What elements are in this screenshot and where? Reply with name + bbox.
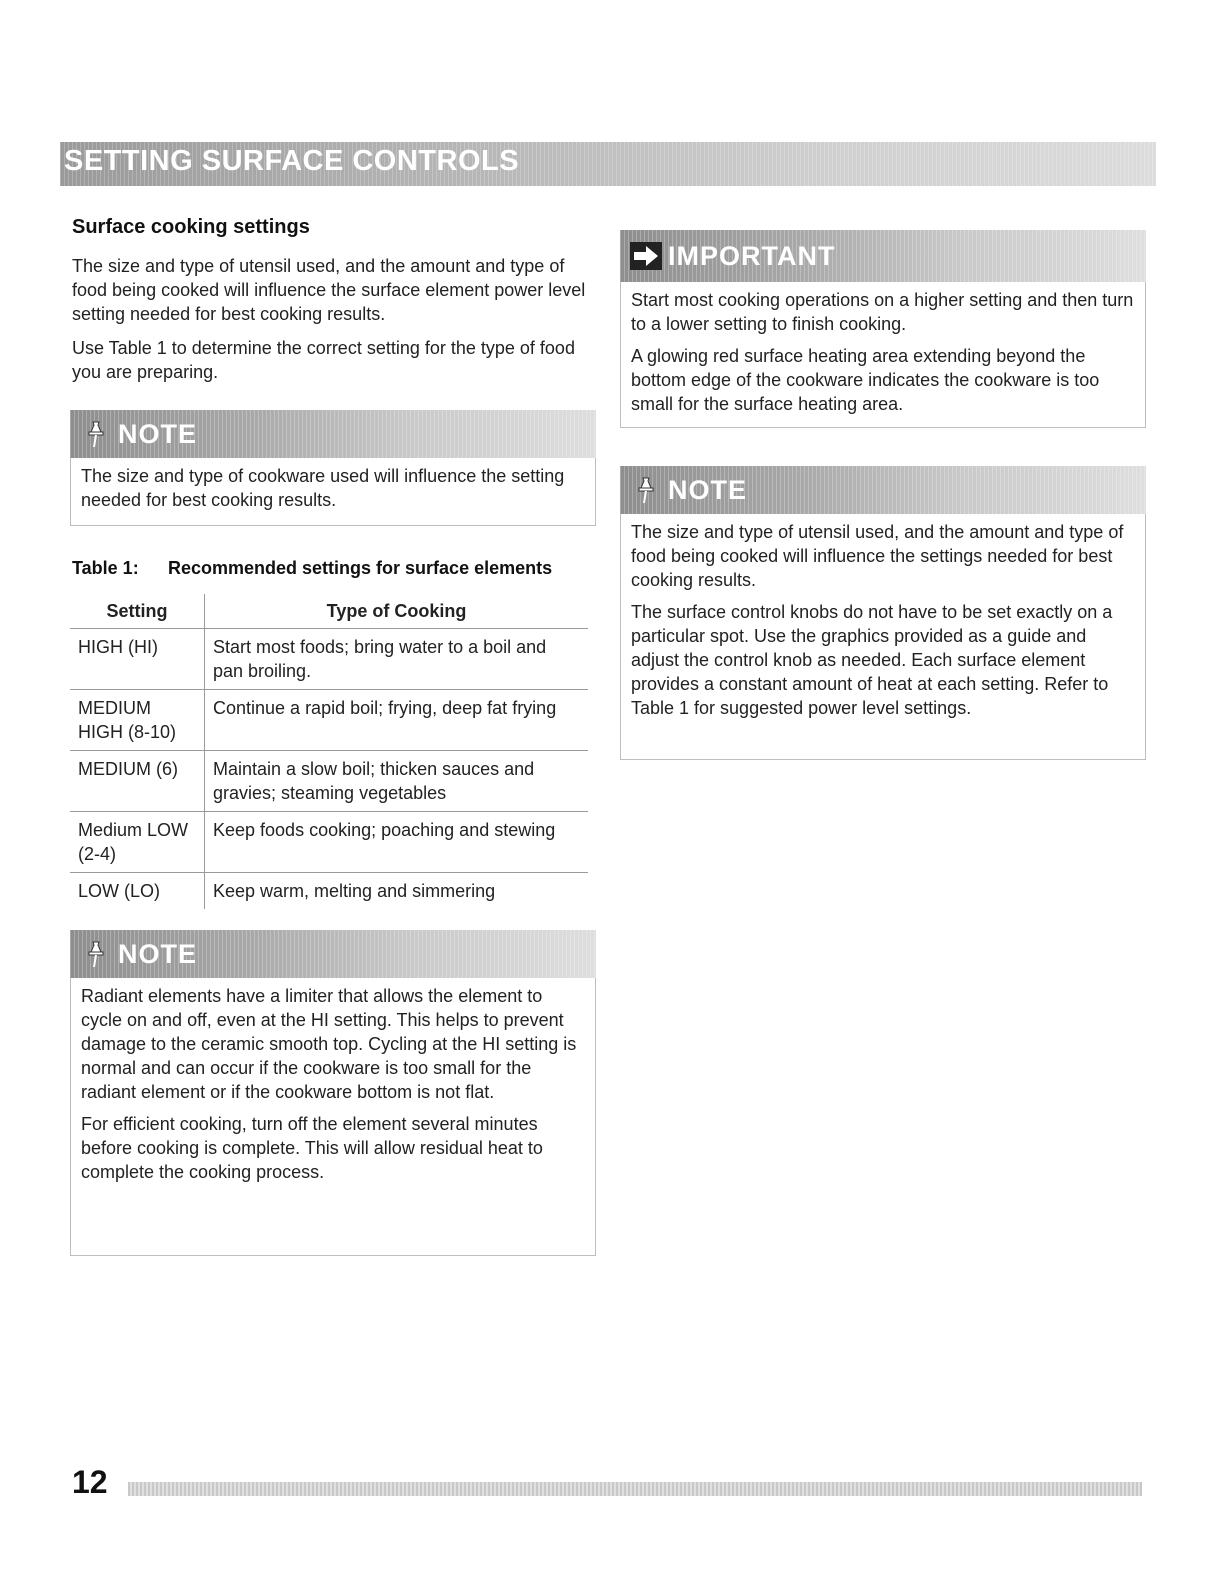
note-label: NOTE <box>118 939 198 969</box>
column-header-type: Type of Cooking <box>326 600 467 621</box>
page-number: 12 <box>72 1464 108 1500</box>
section-title: SETTING SURFACE CONTROLS <box>64 145 520 177</box>
table-row <box>70 812 588 873</box>
note-box-cookware <box>70 410 596 526</box>
setting-cell: HIGH (HI) <box>70 629 205 690</box>
column-header-setting: Setting <box>70 594 205 629</box>
note-text: Radiant elements have a limiter that allows the element to cycle on and off, even at the HI setting. This helps to prevent damage to the ceramic smooth top. Cycling at the HI setting is normal and can occur if the cookware is too small for the radiant element or if the cookware bottom is not flat. <box>81 986 577 1102</box>
pushpin-icon <box>84 940 108 968</box>
note-box-radiant <box>70 930 596 1256</box>
note-label: NOTE <box>668 475 748 505</box>
note-box-knobs <box>620 466 1146 760</box>
important-box <box>620 230 1146 428</box>
table-header-row <box>70 594 588 629</box>
note-text: The size and type of cookware used will influence the setting needed for best cooking results. <box>81 466 565 510</box>
arrow-right-icon <box>630 242 662 270</box>
cooking-type-cell: Continue a rapid boil; frying, deep fat frying <box>205 690 589 751</box>
subheading: Surface cooking settings <box>72 216 310 238</box>
pushpin-icon <box>634 476 658 504</box>
cooking-type-cell: Start most foods; bring water to a boil and pan broiling. <box>205 629 589 690</box>
pushpin-icon <box>84 420 108 448</box>
footer-rule <box>128 1482 1142 1496</box>
setting-cell: MEDIUM (6) <box>70 751 205 812</box>
table-caption <box>72 558 552 579</box>
intro-paragraph-1: The size and type of utensil used, and the amount and type of food being cooked will influence the surface element power level setting needed for best cooking results. <box>72 256 586 324</box>
table-number: Table 1: <box>72 558 139 578</box>
note-text: For efficient cooking, turn off the element several minutes before cooking is complete. This will allow residual heat to complete the cooking process. <box>81 1114 543 1182</box>
important-text: A glowing red surface heating area extending beyond the bottom edge of the cookware indicates the cookware is too small for the surface heating area. <box>631 346 1100 414</box>
table-row <box>70 690 588 751</box>
important-header <box>620 230 1146 282</box>
note-header <box>620 466 1146 514</box>
table-row <box>70 751 588 812</box>
cooking-type-cell: Keep warm, melting and simmering <box>205 873 589 910</box>
setting-cell: MEDIUM HIGH (8-10) <box>70 690 205 751</box>
note-header <box>70 930 596 978</box>
table-row <box>70 873 588 910</box>
note-text: The surface control knobs do not have to be set exactly on a particular spot. Use the graphics provided as a guide and adjust the control knob as needed. Each surface element provides a constant amount of heat at each setting. Refer to Table 1 for suggested power level settings. <box>631 602 1113 718</box>
table-row <box>70 629 588 690</box>
cooking-type-cell: Maintain a slow boil; thicken sauces and gravies; steaming vegetables <box>205 751 589 812</box>
cooking-type-cell: Keep foods cooking; poaching and stewing <box>205 812 589 873</box>
intro-paragraph-2: Use Table 1 to determine the correct setting for the type of food you are preparing. <box>72 338 575 382</box>
setting-cell: Medium LOW (2-4) <box>70 812 205 873</box>
important-text: Start most cooking operations on a higher setting and then turn to a lower setting to finish cooking. <box>631 290 1134 334</box>
settings-table <box>70 594 588 909</box>
note-header <box>70 410 596 458</box>
note-label: NOTE <box>118 419 198 449</box>
section-banner <box>60 142 1156 186</box>
important-label: IMPORTANT <box>668 241 836 271</box>
setting-cell: LOW (LO) <box>70 873 205 910</box>
table-title: Recommended settings for surface elements <box>168 558 553 578</box>
note-text: The size and type of utensil used, and the amount and type of food being cooked will influence the settings needed for best cooking results. <box>631 522 1124 590</box>
